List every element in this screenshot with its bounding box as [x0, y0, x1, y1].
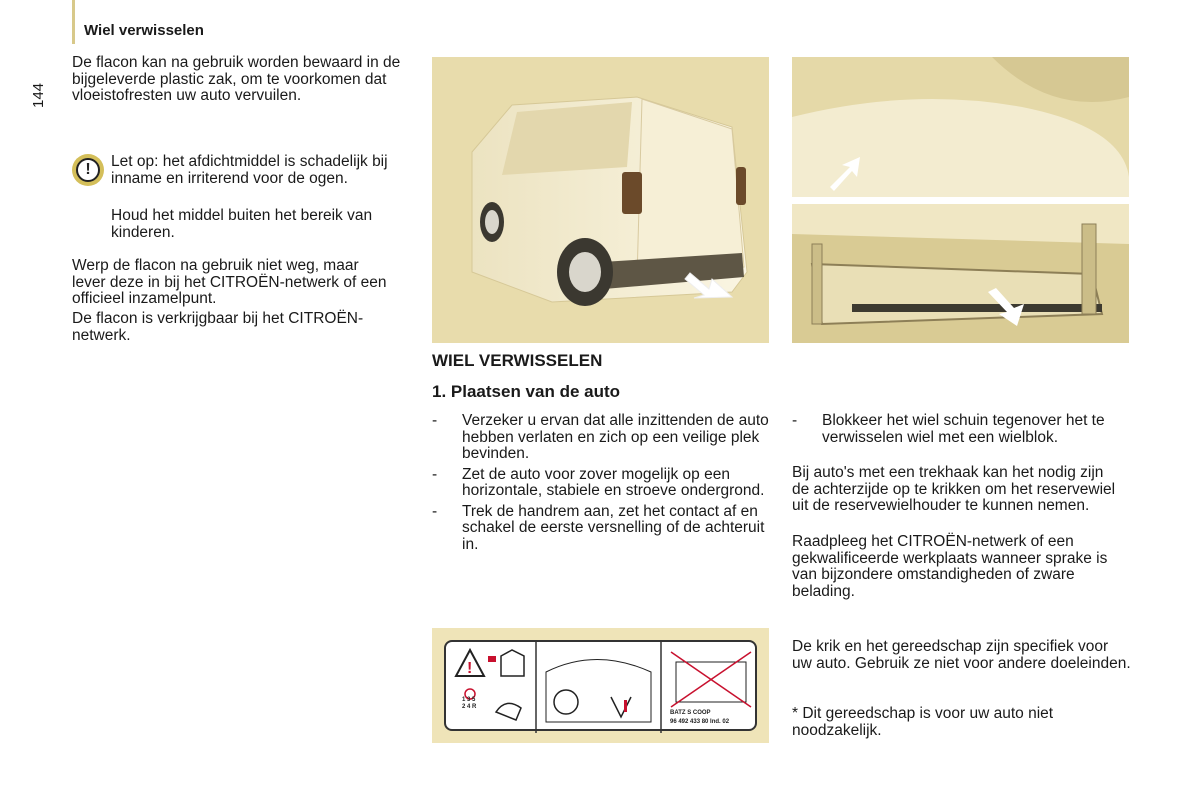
- gear-number: 3: [467, 697, 471, 703]
- dealer-paragraph: Raadpleeg het CITROËN-netwerk of een gekwalificeerde werkplaats wanneer sprake is van bijzondere omstandigheden of zware belading.: [792, 533, 1108, 600]
- section-subtitle: 1. Plaatsen van de auto: [432, 382, 621, 401]
- footnote: * Dit gereedschap is voor uw auto niet noodzakelijk.: [792, 705, 1054, 739]
- dash-mark: -: [792, 412, 798, 429]
- label-code-1: BATZ S COOP: [670, 710, 711, 716]
- list-item: [432, 413, 772, 463]
- spare-wheel-carrier-illustration: [792, 204, 1129, 343]
- disposal-paragraph: Werp de flacon na gebruik niet weg, maar lever deze in bij het CITROËN-netwerk of een officieel inzamelpunt.: [72, 257, 387, 307]
- list-item-text: Trek de handrem aan, zet het contact af en schakel de eerste versnelling of de achteruit in.: [462, 502, 765, 553]
- list-item: [432, 504, 772, 554]
- dash-mark: -: [432, 412, 438, 429]
- availability-paragraph: De flacon is verkrijgbaar bij het CITROËN-netwerk.: [72, 310, 364, 344]
- label-code-2: 96 492 433 80 Ind. 02: [670, 719, 730, 725]
- manual-book-icon: [501, 650, 524, 676]
- jack-note: De krik en het gereedschap zijn specifiek voor uw auto. Gebruik ze niet voor andere doeleinden.: [792, 638, 1131, 672]
- gear-number: 1: [462, 697, 466, 703]
- svg-text:!: !: [467, 660, 473, 677]
- intro-paragraph: De flacon kan na gebruik worden bewaard in de bijgeleverde plastic zak, om te voorkomen dat vloeistofresten uw auto vervuilen.: [72, 54, 401, 104]
- list-item-text: Verzeker u ervan dat alle inzittenden de auto hebben verlaten en zich op een veilige plek bevinden.: [462, 412, 769, 462]
- list-item: [792, 413, 1132, 446]
- gear-number: 5: [472, 697, 476, 703]
- exclamation-icon: !: [72, 154, 104, 186]
- trunk-floor-illustration: [792, 57, 1129, 197]
- dash-mark: -: [432, 502, 438, 520]
- gear-number: 4: [467, 704, 471, 710]
- warning-line-2: Houd het middel buiten het bereik van kinderen.: [111, 207, 373, 241]
- van-rear-illustration: [432, 57, 769, 343]
- page-number: 144: [30, 82, 47, 108]
- list-item-text: Zet de auto voor zover mogelijk op een horizontale, stabiele en stroeve ondergrond.: [462, 465, 765, 499]
- list-item: [432, 467, 772, 500]
- list-item-text: Blokkeer het wiel schuin tegenover het te verwisselen wiel met een wielblok.: [822, 412, 1105, 446]
- preparation-steps-list: [432, 413, 772, 557]
- towbar-paragraph: Bij auto's met een trekhaak kan het nodig zijn de achterzijde op te krikken om het reservewiel uit de reservewielhouder te kunnen nemen.: [792, 464, 1116, 514]
- jack-safety-label: [432, 628, 769, 743]
- gear-diagram: [462, 697, 502, 711]
- dash-mark: -: [432, 465, 438, 483]
- page-header-title: Wiel verwisselen: [84, 22, 204, 39]
- gear-number: R: [472, 704, 477, 710]
- warning-line-1: Let op: het afdichtmiddel is schadelijk bij inname en irriterend voor de ogen.: [111, 153, 388, 187]
- wheel-block-list: [792, 413, 1132, 450]
- section-title: WIEL VERWISSELEN: [432, 351, 603, 370]
- gear-number: 2: [462, 704, 466, 710]
- header-accent-bar: [72, 0, 75, 44]
